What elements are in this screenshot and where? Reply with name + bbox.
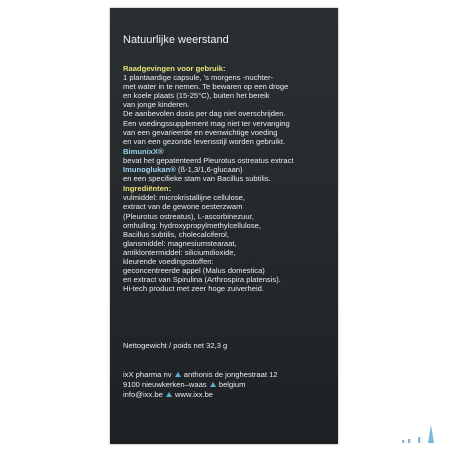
- street: anthonis de jonghestraat 12: [183, 370, 278, 379]
- address-line-1: [123, 370, 278, 380]
- net-weight: Nettogewicht / poids net 32,3 g: [123, 341, 228, 350]
- blue-triangle-icon: [210, 382, 216, 387]
- website: www.ixx.be: [175, 390, 214, 399]
- blue-triangle-icon: [175, 372, 181, 377]
- ingredient-line: vulmiddel: microkristallijne cellulose,: [123, 193, 245, 203]
- blue-triangle-icon: [166, 392, 172, 397]
- bimunixx-line: en een specifieke stam van Bacillus subtilis.: [123, 174, 271, 184]
- ingredient-line: geconcentreerde appel (Malus domestica): [123, 266, 265, 276]
- address-line-3: [123, 390, 278, 400]
- product-box-back: [110, 8, 338, 444]
- usage-line: van jonge kinderen.: [123, 100, 190, 110]
- usage-section: [123, 64, 333, 146]
- ixx-logo-icon: [398, 423, 438, 445]
- product-subtitle: Natuurlijke weerstand: [123, 34, 229, 46]
- usage-line: van een gevarieerde en evenwichtige voeding: [123, 127, 278, 137]
- email: info@ixx.be: [123, 390, 163, 399]
- company-name: ixX pharma nv: [123, 370, 172, 379]
- ingredient-line: en extract van Spirulina (Arthrospira platensis).: [123, 275, 281, 285]
- usage-line: met water in te nemen. Te bewaren op een droge: [123, 82, 289, 92]
- bimunixx-heading: BimunixX®: [123, 146, 164, 156]
- ingredient-line: (Pleurotus ostreatus), L-ascorbinezuur,: [123, 211, 254, 221]
- ingredient-line: extract van de gewone oesterzwam: [123, 202, 243, 212]
- country: belgium: [218, 380, 246, 389]
- usage-line: De aanbevolen dosis per dag niet overschrijden.: [123, 109, 286, 119]
- bimunixx-line: bevat het gepatenteerd Pleurotus ostreatus extract: [123, 155, 294, 165]
- ingredient-line: antiklontermiddel: siliciumdioxide,: [123, 247, 236, 257]
- ingredient-line: Bacillus subtilis, cholecalciferol,: [123, 229, 229, 239]
- label-text-area: [123, 32, 333, 294]
- ingredient-line: kleurende voedingsstoffen:: [123, 256, 214, 266]
- bimunixx-section: [123, 147, 333, 183]
- ingredient-line: glansmiddel: magnesiumstearaat,: [123, 238, 237, 248]
- ingredient-line: Hi-tech product met zeer hoge zuiverheid.: [123, 284, 264, 294]
- ingredients-heading: Ingrediënten:: [123, 184, 172, 194]
- usage-line: en van een gezonde levensstijl worden gebruikt.: [123, 136, 286, 146]
- ingredient-line: omhulling: hydroxypropylmethylcellulose,: [123, 220, 262, 230]
- address-line-2: [123, 380, 278, 390]
- usage-line: Een voedingssupplement mag niet ter vervanging: [123, 118, 290, 128]
- ingredients-section: [123, 184, 333, 293]
- city: 9100 nieuwkerken–waas: [123, 380, 207, 389]
- imunoglukan-label: Imunoglukan®: [123, 165, 176, 175]
- imunoglukan-desc: (ß-1,3/1,6-glucaan): [175, 165, 243, 175]
- usage-line: 1 plantaardige capsule, 's morgens -nuchter-: [123, 73, 274, 83]
- imunoglukan-line: [123, 165, 333, 174]
- company-address: [123, 370, 278, 400]
- usage-line: en koele plaats (15-25°C), buiten het bereik: [123, 91, 270, 101]
- usage-heading: Raadgevingen voor gebruik:: [123, 64, 226, 73]
